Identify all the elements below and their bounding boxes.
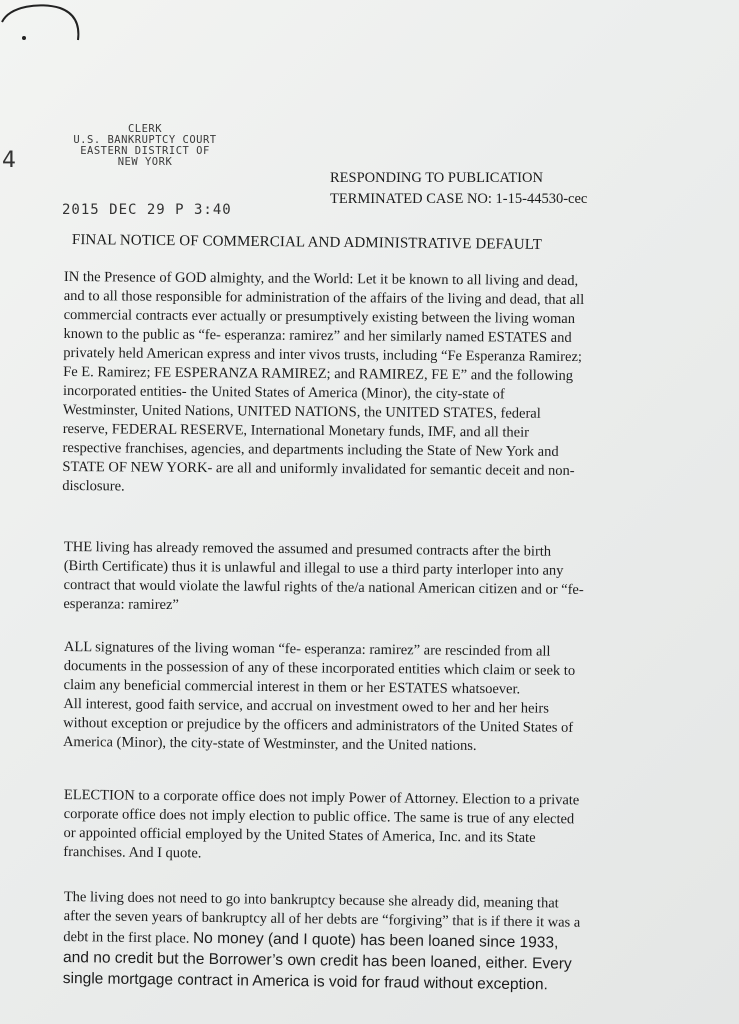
text-line: after the seven years of bankruptcy all of her debts are “forgiving” that is if there it was a — [63, 907, 581, 931]
text-line: incorporated entities- the United States of America (Minor), the city-state of — [62, 382, 505, 403]
text-segment: debt in the first place. — [63, 928, 190, 947]
text-line: (Birth Certificate) thus it is unlawful and illegal to use a third party interloper into any — [63, 557, 564, 579]
text-line: without exception or prejudice by the officers and administrators of the United States of — [63, 714, 574, 736]
text-line: documents in the possession of any of these incorporated entities which claim or seek to — [63, 657, 576, 679]
text-line: ALL signatures of the living woman “fe- esperanza: ramirez” are rescinded from all — [63, 638, 551, 660]
paragraph-1 — [62, 268, 716, 501]
text-line: disclosure. — [62, 477, 125, 495]
text-line: contract that would violate the lawful rights of the/a national American citizen and or “fe- — [63, 576, 584, 598]
text-line: and to all those responsible for administration of the affairs of the living and dead, that all — [63, 287, 585, 309]
text-line: America (Minor), the city-state of Westminster, and the United nations. — [62, 733, 477, 754]
text-line: corporate office does not imply election to public office. The same is true of any elected — [63, 805, 575, 828]
text-line: STATE OF NEW YORK- are all and uniformly invalidated for semantic deceit and non- — [62, 458, 575, 480]
text-line: Fe E. Ramirez; FE ESPERANZA RAMIREZ; and RAMIREZ, FE E” and the following — [63, 363, 574, 385]
response-header — [330, 168, 587, 210]
text-line: franchises. And I quote. — [63, 843, 202, 862]
text-line: reserve, FEDERAL RESERVE, International Monetary funds, IMF, and all their — [62, 420, 530, 441]
text-line: The living does not need to go into bankruptcy because she already did, meaning that — [63, 888, 559, 912]
text-line: single mortgage contract in America is void for fraud without exception. — [62, 969, 548, 994]
text-line: esperanza: ramirez” — [63, 595, 179, 614]
text-line: All interest, good faith service, and accrual on investment owed to her and her heirs — [63, 695, 550, 717]
case-number: TERMINATED CASE NO: 1-15-44530-cec — [330, 191, 588, 207]
text-line: Westminster, United Nations, UNITED NATIONS, the UNITED STATES, federal — [62, 401, 541, 422]
stamp-line: CLERK — [127, 123, 163, 135]
stamp-line: EASTERN DISTRICT OF — [80, 145, 210, 157]
stamp-line: U.S. BANKRUPTCY COURT — [73, 134, 217, 146]
text-line: and no credit but the Borrower’s own credit has been loaned, either. Every — [62, 948, 572, 973]
paragraph-4 — [63, 786, 716, 869]
paragraph-5 — [63, 888, 716, 998]
text-line: THE living has already removed the assumed and presumed contracts after the birth — [63, 538, 552, 560]
text-line: respective franchises, agencies, and departments including the State of New York and — [62, 439, 559, 460]
stamp-date: 2015 DEC 29 P 3:40 — [62, 202, 232, 218]
header-line: RESPONDING TO PUBLICATION — [330, 170, 543, 186]
court-clerk-stamp — [60, 124, 230, 168]
text-line: IN the Presence of GOD almighty, and the World: Let it be known to all living and dead, — [63, 268, 579, 290]
margin-mark: 4 — [2, 148, 16, 173]
text-line: known to the public as “fe- esperanza: ramirez” and her similarly named ESTATES and — [63, 325, 572, 346]
text-line: commercial contracts ever actually or presumptively existing between the living woman — [63, 306, 576, 328]
text-line: or appointed official employed by the United States of America, Inc. and its State — [63, 824, 536, 846]
paragraph-2 — [63, 538, 716, 620]
text-line: claim any beneficial commercial interest in them or her ESTATES whatsoever. — [63, 676, 521, 698]
notice-title: FINAL NOTICE OF COMMERCIAL AND ADMINISTRATIVE DEFAULT — [71, 232, 543, 253]
text-line: ELECTION to a corporate office does not imply Power of Attorney. Election to a private — [63, 786, 580, 809]
handwritten-circle-mark — [0, 0, 90, 50]
text-segment-sans: No money (and I quote) has been loaned since 1933, — [192, 929, 559, 952]
paragraph-3 — [63, 638, 716, 758]
stamp-line: NEW YORK — [117, 156, 173, 168]
text-line: privately held American express and inter vivos trusts, including “Fe Esperanza Ramirez; — [63, 344, 583, 366]
